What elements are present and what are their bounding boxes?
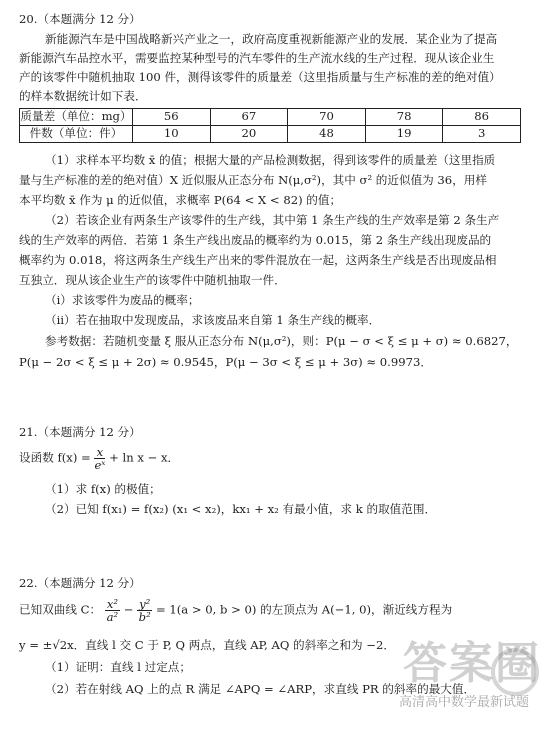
q22-sub1: （1）证明：直线 l 过定点； [45, 660, 191, 674]
table-cell: 56 [133, 109, 211, 126]
q20-sub1-line-3: 本平均数 x̄ 作为 μ 的近似值，求概率 P(64 < X < 82) 的值； [19, 193, 342, 207]
q20-sub2-line-2: 线的生产效率的两倍．若第 1 条生产线出废品的概率约为 0.015，第 2 条生产线出现废品的 [19, 233, 492, 247]
q22-fraction-x [105, 598, 120, 623]
q22-line-2: y = ±√2x．直线 l 交 C 于 P, Q 两点，直线 AP, AQ 的斜率之和为 −2． [19, 638, 395, 652]
q20-sub2-line-4: 互独立．现从该企业生产的该零件中随机抽取一件． [19, 273, 286, 287]
q21-function-definition [19, 446, 179, 471]
q22-header: 22.（本题满分 12 分） [19, 576, 141, 590]
watermark [373, 638, 543, 722]
q21-fraction [94, 446, 105, 471]
q21-fraction-numerator: x [94, 446, 105, 459]
q20-para-line-3: 产的该零件中随机抽取 100 件，测得该零件的质量差（这里指质量与生产标准的差的绝对值） [19, 70, 501, 84]
table-cell: 67 [210, 109, 288, 126]
table-cell: 78 [365, 109, 443, 126]
q20-sub2-line-3: 概率约为 0.018，将这两条生产线生产出来的零件混放在一起，这两条生产线是否出现废品相 [19, 253, 497, 267]
q20-para-line-1: 新能源汽车是中国战略新兴产业之一，政府高度重视新能源产业的发展．某企业为了提高 [45, 32, 498, 46]
q20-sub2-part-i: （ⅰ）求该零件为废品的概率； [45, 293, 200, 307]
q20-header: 20.（本题满分 12 分） [19, 12, 141, 26]
q21-header: 21.（本题满分 12 分） [19, 425, 141, 439]
watermark-logo-text: 答案圈 [403, 638, 541, 689]
q21-sub2: （2）已知 f(x₁) = f(x₂) (x₁ < x₂)，kx₁ + x₂ 有最小值，求 k 的取值范围． [45, 502, 437, 516]
q21-fraction-denominator: eˣ [94, 458, 106, 472]
table-row-label: 质量差（单位：mg） [20, 109, 133, 126]
q20-sub1-line-1: （1）求样本平均数 x̄ 的值；根据大量的产品检测数据，得到该零件的质量差（这里指质 [45, 153, 496, 167]
q20-para-line-2: 新能源汽车品控水平，需要监控某种型号的汽车零件的生产流水线的生产过程．现从该企业生 [19, 51, 495, 65]
table-row [20, 109, 521, 126]
q22-minus-sign: − [123, 602, 138, 617]
q22-fraction-x-numerator: x² [106, 597, 118, 611]
q21-function-prefix: 设函数 f(x) = [19, 450, 95, 465]
q20-sub1-line-2: 量与生产标准的差的绝对值）X 近似服从正态分布 N(μ,σ²)，其中 σ² 的近似值为 36，用样 [19, 173, 487, 187]
q20-sub2-part-ii: （ⅱ）若在抽取中发现废品，求该废品来自第 1 条生产线的概率． [45, 313, 381, 327]
q20-reference-line-1: 参考数据：若随机变量 ξ 服从正态分布 N(μ,σ²)，则：P(μ − σ < ξ ≤ μ + σ) ≈ 0.6827， [45, 334, 518, 348]
q22-fraction-y-denominator: b² [138, 610, 151, 624]
table-cell: 70 [288, 109, 366, 126]
q20-para-line-4: 的样本数据统计如下表． [19, 89, 147, 103]
q22-line-1-prefix: 已知双曲线 C： [19, 602, 102, 617]
q21-function-suffix: + ln x − x． [109, 450, 180, 465]
q20-reference-line-2: P(μ − 2σ < ξ ≤ μ + 2σ) ≈ 0.9545，P(μ − 3σ < ξ ≤ μ + 3σ) ≈ 0.9973． [19, 355, 432, 369]
q20-sub2-line-1: （2）若该企业有两条生产该零件的生产线，其中第 1 条生产线的生产效率是第 2 条生产 [45, 213, 500, 227]
table-cell: 3 [443, 126, 521, 143]
quality-data-table [19, 108, 521, 143]
q22-fraction-y-numerator: y² [139, 597, 151, 611]
q22-line-1 [19, 598, 452, 623]
table-cell: 48 [288, 126, 366, 143]
table-cell: 10 [133, 126, 211, 143]
table-cell: 20 [210, 126, 288, 143]
table-cell: 86 [443, 109, 521, 126]
table-row [20, 126, 521, 143]
table-row-label: 件数（单位：件） [20, 126, 133, 143]
table-cell: 19 [365, 126, 443, 143]
q22-fraction-x-denominator: a² [106, 610, 119, 624]
q22-fraction-y [137, 598, 152, 623]
q21-sub1: （1）求 f(x) 的极值； [45, 482, 161, 496]
q22-sub2: （2）若在射线 AQ 上的点 R 满足 ∠APQ = ∠ARP，求直线 PR 的斜率的最大值． [45, 682, 476, 696]
watermark-caption: 高清高中数学最新试题 [399, 695, 530, 710]
q22-line-1-suffix: = 1(a > 0, b > 0) 的左顶点为 A(−1, 0)，渐近线方程为 [155, 602, 453, 617]
